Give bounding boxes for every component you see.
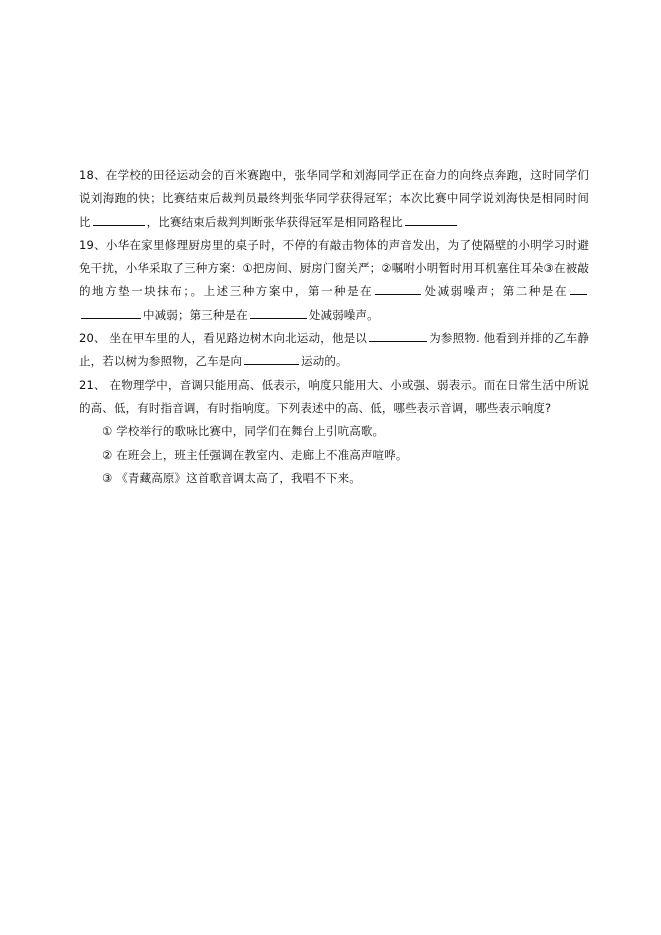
q18-blank-2[interactable] bbox=[405, 213, 457, 226]
q20-text-3: 运动的。 bbox=[301, 354, 348, 369]
q18-text-2: ，比赛结束后裁判判断张华获得冠军是相同路程比 bbox=[146, 214, 403, 229]
q19-text-3: 中减弱；第三种是在 bbox=[143, 307, 248, 322]
q19-text-1: 19、小华在家里修理厨房里的桌子时，不停的有敲击物体的声音发出，为了使隔壁的小明学习时避免干扰，小华采取了三种方案：①把房间、厨房门窗关严；②嘱咐小明暂时用耳机塞住耳朵③在被敲的地方垫一块抹布；。上述三种方案中，第一种是在 bbox=[79, 237, 589, 299]
q19-text-4: 处减弱噪声。 bbox=[308, 307, 379, 322]
question-20 bbox=[79, 327, 589, 374]
q20-blank-1[interactable] bbox=[369, 329, 427, 342]
q19-blank-2b[interactable] bbox=[81, 306, 141, 319]
q20-text-2: 为参照物. 他看到并排的乙车静止，若以树为参照物，乙车是向 bbox=[79, 331, 590, 369]
q21-intro: 21、 在物理学中，音调只能用高、低表示，响度只能用大、小或强、弱表示。而在日常生活中所说的高、低，有时指音调，有时指响度。下列表述中的高、低，哪些表示音调，哪些表示响度? bbox=[79, 377, 589, 415]
question-19 bbox=[79, 234, 589, 327]
q19-blank-1[interactable] bbox=[375, 282, 421, 295]
q21-item-2: ② 在班会上，班主任强调在教室内、走廊上不准高声喧哗。 bbox=[102, 447, 408, 462]
q18-text-1: 18、在学校的田径运动会的百米赛跑中，张华同学和刘海同学正在奋力的向终点奔跑，这时同学们说刘海跑的快；比赛结束后裁判员最终判张华同学获得冠军；本次比赛中同学说刘海快是相同时间比 bbox=[79, 168, 589, 229]
q19-blank-3[interactable] bbox=[250, 306, 307, 319]
q20-text-1: 20、 坐在甲车里的人，看见路边树木向北运动，他是以 bbox=[79, 331, 368, 346]
q21-item-1: ① 学校举行的歌咏比赛中，同学们在舞台上引吭高歌。 bbox=[102, 424, 385, 439]
q18-blank-1[interactable] bbox=[93, 213, 145, 226]
question-21 bbox=[79, 374, 589, 421]
q19-text-2: 处减弱噪声；第二种是在 bbox=[423, 284, 568, 299]
question-list bbox=[79, 164, 589, 490]
q20-blank-2[interactable] bbox=[244, 352, 299, 365]
q21-item-3: ③ 《青藏高原》这首歌音调太高了，我唱不下来。 bbox=[102, 470, 361, 485]
question-18 bbox=[79, 164, 589, 234]
q19-blank-2a[interactable] bbox=[570, 282, 587, 295]
